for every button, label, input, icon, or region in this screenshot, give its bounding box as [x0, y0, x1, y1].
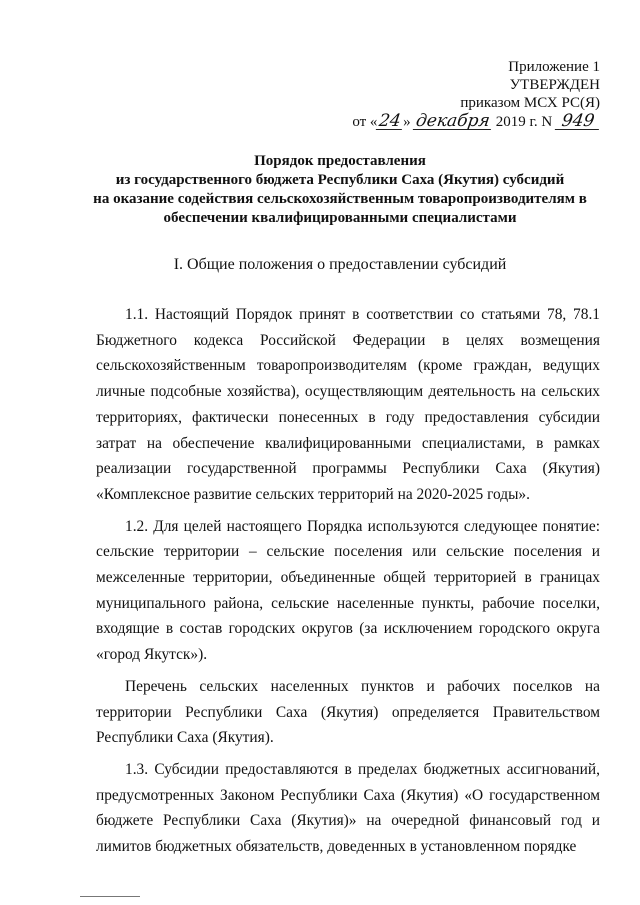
order-date-line	[352, 113, 600, 131]
paragraph-1-2: 1.2. Для целей настоящего Порядка используются следующее понятие: сельские территории – сельские поселения или сельские поселения и межселенные территории, объединенные общей территорией в границах муниципального района, сельские населенные пункты, рабочие поселки, входящие в состав городских округов (за исключением городского округа «город Якутск»).	[96, 517, 600, 664]
footer-mark	[80, 896, 140, 897]
date-day-close: »	[403, 114, 411, 130]
document-title	[80, 152, 600, 228]
year-suffix: 2019 г. N	[495, 114, 553, 130]
document-body	[96, 302, 600, 860]
approved-label: УТВЕРЖДЕН	[509, 77, 600, 93]
order-label: приказом МСХ РС(Я)	[460, 95, 600, 111]
title-line-3: на оказание содействия сельскохозяйственным товаропроизводителям в	[93, 191, 587, 207]
paragraph-1-1: 1.1. Настоящий Порядок принят в соответствии со статьями 78, 78.1 Бюджетного кодекса Российской Федерации в целях возмещения сельскохозяйственным товаропроизводителям (кроме граждан, ведущих личные подсобные хозяйства), осуществляющим деятельность на сельских территориях, фактически понесенных в году предоставления субсидии затрат на обеспечение квалифицированными специалистами, в рамках реализации государственной программы Республики Саха (Якутия) «Комплексное развитие сельских территорий на 2020-2025 годы».	[96, 306, 600, 503]
paragraph-rural-list: Перечень сельских населенных пунктов и рабочих поселков на территории Республики Саха (Якутия) определяется Правительством Республики Саха (Якутия).	[96, 677, 600, 747]
approval-block	[352, 58, 600, 131]
title-line-1: Порядок предоставления	[254, 153, 426, 169]
section-heading: I. Общие положения о предоставлении субсидий	[173, 256, 507, 273]
title-line-2: из государственного бюджета Республики Саха (Якутия) субсидий	[115, 172, 565, 188]
handwritten-month: декабря	[414, 111, 492, 131]
handwritten-order-number: 949	[555, 113, 601, 130]
title-line-4: обеспечении квалифицированными специалистами	[163, 210, 517, 226]
handwritten-day: 24	[378, 111, 403, 131]
appendix-label: Приложение 1	[508, 59, 600, 75]
date-prefix: от «	[352, 114, 378, 130]
paragraph-1-3: 1.3. Субсидии предоставляются в пределах бюджетных ассигнований, предусмотренных Законом Республики Саха (Якутия) «О государственном бюджете Республики Саха (Якутия)» на очередной финансовый год и лимитов бюджетных обязательств, доведенных в установленном порядке	[96, 760, 600, 856]
